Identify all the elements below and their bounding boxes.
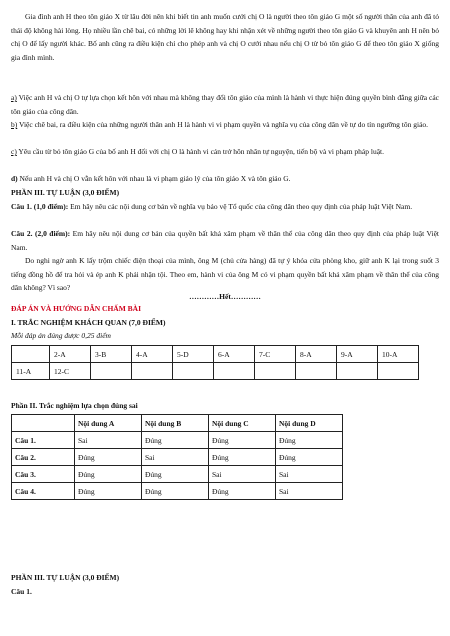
statement-a-text: Việc anh H và chị O tự lựa chọn kết hôn với nhau mà không thay đổi tôn giáo của mình là hành vi thực hiện đúng quyền bình đẳng giữa các tôn giáo của công dân. <box>11 93 439 116</box>
table-cell: Đúng <box>142 432 209 449</box>
table-cell: 11-A <box>12 363 50 380</box>
statement-d-letter: d) <box>11 174 18 183</box>
table-cell <box>378 363 419 380</box>
true-false-answer-table <box>11 414 343 500</box>
question-2-scenario: Do nghi ngờ anh K lấy trộm chiếc điện thoại của mình, ông M (chủ cửa hàng) đã tự ý khóa cửa phòng kho, giữ anh K lại trong suốt 3 tiếng đồng hồ để tra hỏi và ép anh K phải nhận tội. Theo em, hành vi của ông M có vi phạm quyền bất khả xâm phạm về thân thể của công dân không? Vì sao? <box>11 256 439 292</box>
question-1-label: Câu 1. (1,0 điểm): <box>11 202 69 211</box>
table-cell <box>255 363 296 380</box>
table-row <box>12 483 343 500</box>
table-cell: Đúng <box>142 466 209 483</box>
table-cell: 9-A <box>337 346 378 363</box>
table-cell: Đúng <box>209 449 276 466</box>
table-cell: 2-A <box>50 346 91 363</box>
table-header-cell: Nội dung D <box>276 415 343 432</box>
table-cell: Đúng <box>276 432 343 449</box>
table-header-cell: Nội dung A <box>75 415 142 432</box>
table-header-row <box>12 415 343 432</box>
question-1 <box>11 200 439 214</box>
table-row <box>12 449 343 466</box>
table-cell <box>12 346 50 363</box>
table-cell: 6-A <box>214 346 255 363</box>
table-cell: Đúng <box>75 483 142 500</box>
table-row <box>12 432 343 449</box>
table-cell <box>132 363 173 380</box>
table-cell: Đúng <box>75 466 142 483</box>
part3-heading: PHẦN III. TỰ LUẬN (3,0 ĐIỂM) <box>11 188 120 197</box>
table-cell: 8-A <box>296 346 337 363</box>
table-cell: 10-A <box>378 346 419 363</box>
table-row <box>12 363 419 380</box>
table-cell: Câu 1. <box>12 432 75 449</box>
multiple-choice-answer-table <box>11 345 419 380</box>
table-header-cell: Nội dung C <box>209 415 276 432</box>
table-cell: Sai <box>209 466 276 483</box>
table-row <box>12 466 343 483</box>
statement-c <box>11 145 439 159</box>
table-cell: Đúng <box>142 483 209 500</box>
answer-part1-note: Mỗi đáp án đúng được 0,25 điểm <box>11 331 111 340</box>
table-row <box>12 346 419 363</box>
statement-d-text: Nếu anh H và chị O vẫn kết hôn với nhau là vi phạm giáo lý của tôn giáo X và tôn giáo G. <box>17 174 291 183</box>
table-cell: Đúng <box>209 432 276 449</box>
answer-part1-heading: I. TRẮC NGHIỆM KHÁCH QUAN (7,0 ĐIỂM) <box>11 318 166 327</box>
table-cell: 7-C <box>255 346 296 363</box>
end-marker: …………Hết………… <box>189 292 261 301</box>
table-cell <box>296 363 337 380</box>
question-2 <box>11 227 439 254</box>
statement-a <box>11 91 439 118</box>
statement-b-letter: b) <box>11 120 18 129</box>
table-cell: Sai <box>75 432 142 449</box>
question-2-text: Em hãy nêu nội dung cơ bản của quyền bất khả xâm phạm về thân thể của công dân theo quy định của pháp luật Việt Nam. <box>11 229 439 252</box>
table-cell: 5-D <box>173 346 214 363</box>
table-cell: Đúng <box>276 449 343 466</box>
statement-a-letter: a) <box>11 93 17 102</box>
table-cell: 4-A <box>132 346 173 363</box>
table-cell: Sai <box>276 466 343 483</box>
answer-part3-heading: PHẦN III. TỰ LUẬN (3,0 ĐIỂM) <box>11 573 120 582</box>
table-cell: Đúng <box>75 449 142 466</box>
table-cell: Sai <box>142 449 209 466</box>
question-1-text: Em hãy nêu các nội dung cơ bản về nghĩa vụ bảo vệ Tổ quốc của công dân theo quy định của pháp luật Việt Nam. <box>68 202 413 211</box>
table-cell: Câu 2. <box>12 449 75 466</box>
table-cell: 12-C <box>50 363 91 380</box>
table-cell: Đúng <box>209 483 276 500</box>
answer-key-title: ĐÁP ÁN VÀ HƯỚNG DẪN CHẤM BÀI <box>11 304 141 313</box>
answer-part3-question-1: Câu 1. <box>11 587 32 596</box>
scenario-paragraph: Gia đình anh H theo tôn giáo X từ lâu đời nên khi biết tin anh muốn cưới chị O là người theo tôn giáo G một số người thân của anh đã tỏ thái độ không hài lòng. Họ nhiều lần chê bai, có những lời lẽ không hay khi nhận xét về những người theo tôn giáo G và khuyên anh H nên bỏ chị O để lấy người khác. Bố anh cũng ra điều kiện chỉ cho phép anh và chị O cưới nhau nếu chị O từ bỏ tôn giáo G để theo tôn giáo X giống gia đình mình. <box>11 12 439 62</box>
table-cell: Sai <box>276 483 343 500</box>
statement-b <box>11 118 439 132</box>
table-cell <box>214 363 255 380</box>
table-cell: Câu 3. <box>12 466 75 483</box>
table-header-cell <box>12 415 75 432</box>
statement-d <box>11 172 439 186</box>
table-cell <box>91 363 132 380</box>
table-header-cell: Nội dung B <box>142 415 209 432</box>
statement-c-letter: c) <box>11 147 17 156</box>
statement-b-text: Việc chê bai, ra điều kiện của những người thân anh H là hành vi vi phạm quyền và nghĩa vụ của công dân về tự do tín ngưỡng tôn giáo. <box>17 120 429 129</box>
answer-part2-heading: Phần II. Trắc nghiệm lựa chọn đúng sai <box>11 401 138 410</box>
table-cell <box>173 363 214 380</box>
question-2-label: Câu 2. (2,0 điểm): <box>11 229 71 238</box>
table-cell: Câu 4. <box>12 483 75 500</box>
statement-c-text: Yêu cầu từ bỏ tôn giáo G của bố anh H đối với chị O là hành vi cản trở hôn nhân tự nguyện, tiến bộ và vi phạm pháp luật. <box>16 147 384 156</box>
table-cell: 3-B <box>91 346 132 363</box>
table-cell <box>337 363 378 380</box>
